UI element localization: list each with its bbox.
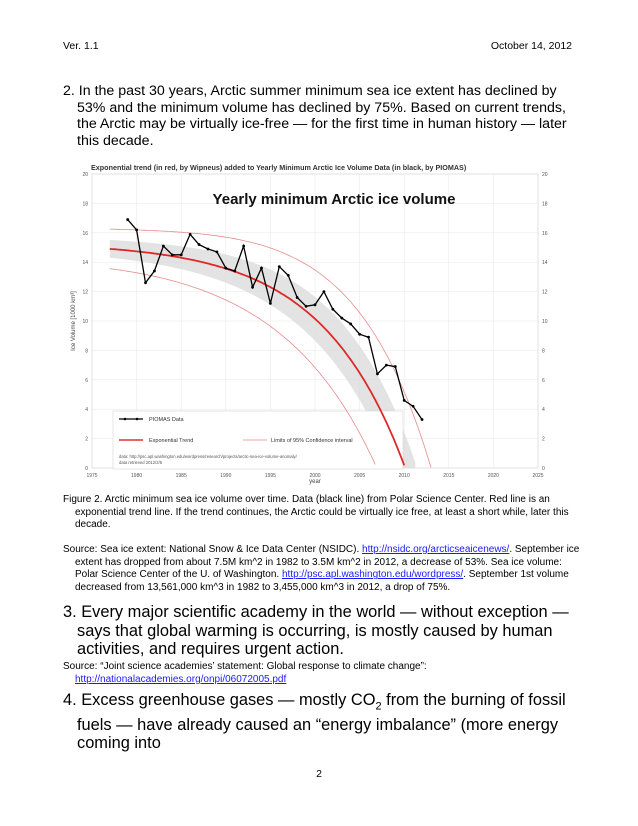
- y-tick-label: 16: [82, 230, 88, 237]
- y-tick-label-right: 20: [542, 172, 548, 178]
- x-tick-label: 1995: [264, 473, 276, 479]
- piomas-data-point: [162, 245, 165, 248]
- y-tick-label-right: 14: [542, 260, 548, 267]
- nsidc-link[interactable]: http://nsidc.org/arcticseaicenews/: [362, 544, 510, 555]
- piomas-data-point: [153, 270, 156, 273]
- legend-trend-label: Exponential Trend: [149, 438, 194, 444]
- legend-limits-label: Limits of 95% Confidence interval: [271, 438, 353, 444]
- point-3-number: 3.: [63, 603, 77, 621]
- source-1-mid: . September ice extent has dropped from about 7.5M km^2 in 1982 to 3.5M km^2 in 2012, a decrease of 53%. Sea ice volume: Polar Science Center of the U. of Washington.: [75, 544, 580, 581]
- point-2: [63, 83, 568, 149]
- y-tick-label-right: 12: [542, 289, 548, 296]
- x-tick-label: 2020: [487, 473, 499, 479]
- piomas-data-point: [367, 336, 370, 339]
- y-tick-label-right: 6: [542, 377, 545, 384]
- y-tick-label-right: 8: [542, 348, 545, 355]
- y-tick-label: 4: [85, 407, 88, 414]
- piomas-data-point: [171, 253, 174, 256]
- academies-link[interactable]: http://nationalacademies.org/onpi/06072005.pdf: [75, 673, 287, 685]
- x-tick-label: 1975: [86, 473, 98, 479]
- piomas-data-point: [144, 281, 147, 284]
- y-tick-label: 12: [82, 289, 88, 296]
- y-tick-label-right: 0: [542, 466, 545, 472]
- y-tick-label: 20: [82, 172, 88, 178]
- x-tick-label: 2025: [532, 473, 544, 479]
- piomas-data-point: [314, 303, 317, 306]
- y-tick-label: 10: [82, 319, 88, 325]
- piomas-data-point: [394, 365, 397, 368]
- legend-data-note: data: http://psc.apl.washington.edu/wordpress/research/projects/arctic-sea-ice-volume-anomaly/: [119, 454, 297, 459]
- x-tick-label: 2005: [354, 473, 366, 479]
- legend-piomas-label: PIOMAS Data: [149, 417, 184, 423]
- piomas-data-point: [385, 364, 388, 367]
- psc-link[interactable]: http://psc.apl.washington.edu/wordpress/: [281, 569, 464, 581]
- piomas-data-point: [305, 305, 308, 308]
- version-label: Ver. 1.1: [63, 40, 99, 52]
- piomas-data-point: [126, 218, 129, 221]
- piomas-data-point: [287, 274, 290, 277]
- piomas-data-point: [251, 286, 254, 289]
- piomas-data-point: [198, 243, 201, 246]
- legend-retrieved-note: data retrieved 2012/2/5: [119, 460, 163, 465]
- point-4-post: from the burning of fossil fuels — have already caused an “energy imbalance” (more energy coming into: [77, 691, 566, 753]
- piomas-data-point: [135, 228, 138, 231]
- page-number: 2: [316, 768, 322, 780]
- y-tick-label: 6: [85, 377, 88, 384]
- point-4-pre: Excess greenhouse gases — mostly CO: [81, 691, 376, 709]
- piomas-data-point: [189, 233, 192, 236]
- piomas-data-point: [358, 333, 361, 336]
- date-label: October 14, 2012: [490, 40, 572, 52]
- piomas-data-point: [349, 323, 352, 326]
- source-2: [63, 661, 575, 686]
- piomas-data-point: [260, 267, 263, 270]
- piomas-data-point: [278, 265, 281, 268]
- piomas-data-point: [180, 253, 183, 256]
- piomas-data-point: [296, 296, 299, 299]
- piomas-data-point: [207, 248, 210, 251]
- y-tick-label: 0: [85, 466, 88, 472]
- piomas-data-point: [233, 270, 236, 273]
- point-4-sub: 2: [375, 700, 382, 713]
- chart-title: Yearly minimum Arctic ice volume: [212, 191, 456, 208]
- y-tick-label-right: 16: [542, 230, 548, 237]
- x-tick-label: 2015: [443, 473, 455, 479]
- piomas-data-point: [376, 373, 379, 376]
- piomas-data-point: [323, 290, 326, 293]
- piomas-data-point: [215, 251, 218, 254]
- y-tick-label: 2: [85, 436, 88, 443]
- x-tick-label: 2010: [398, 473, 410, 479]
- chart-top-caption: Exponential trend (in red, by Wipneus) added to Yearly Minimum Arctic Ice Volume Data (in black, by PIOMAS): [91, 163, 467, 172]
- y-tick-label-right: 18: [542, 201, 548, 208]
- ice-volume-chart-svg: [63, 156, 575, 486]
- point-3-text: Every major scientific academy in the world — without exception — says that global warming is occurring, is mostly caused by human activities, and requires urgent action.: [77, 603, 569, 658]
- x-tick-label: 1985: [175, 473, 187, 479]
- point-4: [63, 691, 583, 753]
- chart-legend: [113, 411, 403, 469]
- piomas-data-point: [224, 267, 227, 270]
- chart-y-axis-label: Ice Volume [1000 km³]: [71, 291, 77, 351]
- figure-2-caption: Figure 2. Arctic minimum sea ice volume over time. Data (black line) from Polar Science Center. Red line is an exponential trend line. If the trend continues, the Arctic could be virtually ice free, at least a short while, later this decade.: [63, 494, 569, 531]
- point-4-number: 4.: [63, 691, 77, 709]
- y-tick-label: 18: [82, 201, 88, 208]
- point-2-number: 2.: [63, 83, 75, 99]
- piomas-data-point: [242, 245, 245, 248]
- point-2-text: In the past 30 years, Arctic summer minimum sea ice extent has declined by 53% and the minimum volume has declined by 75%. Based on current trends, the Arctic may be virtually ice-free — for the first time in human history — later this decade.: [77, 83, 567, 149]
- y-tick-label: 8: [85, 348, 88, 355]
- piomas-data-point: [340, 317, 343, 320]
- chart-x-axis-label: year: [309, 479, 321, 485]
- x-tick-label: 1980: [131, 473, 143, 479]
- point-3: [63, 603, 575, 659]
- y-tick-label-right: 10: [542, 319, 548, 325]
- y-tick-label: 14: [82, 260, 88, 267]
- piomas-data-point: [403, 399, 406, 402]
- piomas-data-point: [412, 405, 415, 408]
- y-tick-label-right: 2: [542, 436, 545, 443]
- source-1: [63, 544, 587, 594]
- piomas-data-point: [331, 308, 334, 311]
- source-1-prefix: Source: Sea ice extent: National Snow & Ice Data Center (NSIDC).: [63, 544, 363, 555]
- x-tick-label: 1990: [220, 473, 232, 479]
- source-1-suffix: . September 1st volume decreased from 13,561,000 km^3 in 1982 to 3,455,000 km^3 in 2012, a drop of 75%.: [75, 569, 569, 593]
- piomas-data-point: [421, 418, 424, 421]
- figure-2-chart: [63, 156, 575, 486]
- piomas-data-point: [269, 302, 272, 305]
- x-tick-label: 2000: [309, 473, 321, 479]
- y-tick-label-right: 4: [542, 407, 545, 414]
- source-2-prefix: Source: “Joint science academies’ statement: Global response to climate change”:: [63, 661, 427, 672]
